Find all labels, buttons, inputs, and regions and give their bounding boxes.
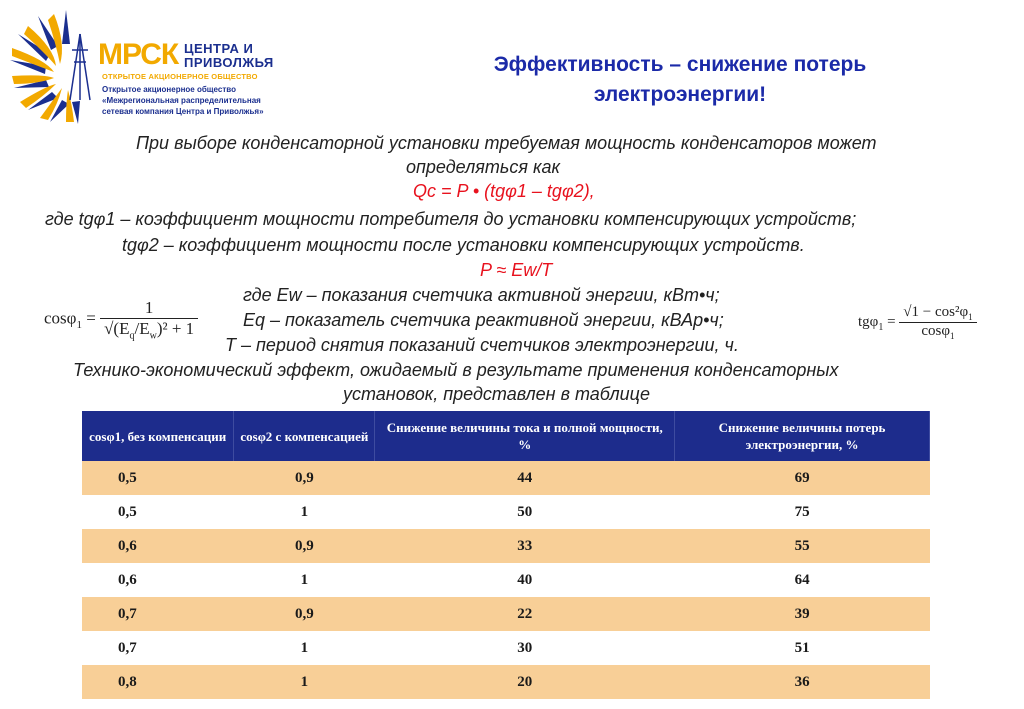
- logo-name: МРСК: [98, 38, 179, 71]
- cell-loss-reduction: 69: [675, 461, 930, 495]
- cell-cos-phi1: 0,6: [82, 529, 234, 563]
- cell-loss-reduction: 36: [675, 665, 930, 699]
- logo-description: Открытое акционерное общество «Межрегиональная распределительная сетевая компания Центра и Приволжья»: [102, 85, 264, 116]
- cell-current-reduction: 33: [375, 529, 675, 563]
- formula-qc: Qc = P • (tgφ1 – tgφ2),: [413, 181, 595, 201]
- cell-current-reduction: 20: [375, 665, 675, 699]
- compensation-effect-table: [82, 411, 930, 699]
- cell-cos-phi2: 0,9: [234, 597, 375, 631]
- cell-cos-phi2: 1: [234, 665, 375, 699]
- paragraph-3-line-1: где Ew – показания счетчика активной энергии, кВт•ч;: [243, 285, 720, 305]
- paragraph-1-line-1: При выборе конденсаторной установки требуемая мощность конденсаторов может: [136, 133, 877, 153]
- table-row: [82, 665, 930, 699]
- cell-loss-reduction: 51: [675, 631, 930, 665]
- cell-current-reduction: 40: [375, 563, 675, 597]
- paragraph-2-line-2: tgφ2 – коэффициент мощности после установки компенсирующих устройств.: [122, 235, 805, 255]
- sun-emblem-icon: [8, 4, 108, 126]
- cell-current-reduction: 30: [375, 631, 675, 665]
- paragraph-1-line-2: определяться как: [406, 157, 560, 177]
- logo-region: ЦЕНТРА И ПРИВОЛЖЬЯ: [184, 41, 274, 70]
- table-row: [82, 597, 930, 631]
- table-row: [82, 529, 930, 563]
- cell-cos-phi1: 0,8: [82, 665, 234, 699]
- cell-loss-reduction: 55: [675, 529, 930, 563]
- cell-cos-phi2: 0,9: [234, 529, 375, 563]
- cell-cos-phi1: 0,7: [82, 597, 234, 631]
- paragraph-4-line-2: установок, представлен в таблице: [343, 384, 650, 404]
- paragraph-2-line-1: где tgφ1 – коэффициент мощности потребителя до установки компенсирующих устройств;: [45, 209, 857, 229]
- tg-phi-formula: tgφ$_1$ = $\frac{√1 - \cos^2\varphi_1}{\cos\varphi_1}$: [858, 304, 977, 341]
- table-row: [82, 563, 930, 597]
- table-row: [82, 495, 930, 529]
- cell-cos-phi1: 0,6: [82, 563, 234, 597]
- cell-cos-phi1: 0,5: [82, 495, 234, 529]
- paragraph-4-line-1: Технико-экономический эффект, ожидаемый в результате применения конденсаторных: [73, 360, 839, 380]
- table-row: [82, 631, 930, 665]
- table-header-row: [82, 411, 930, 461]
- header-cos-phi1: cosφ1, без компенсации: [82, 411, 234, 461]
- paragraph-3-line-3: T – период снятия показаний счетчиков электроэнергии, ч.: [225, 335, 739, 355]
- cell-current-reduction: 50: [375, 495, 675, 529]
- table-row: [82, 461, 930, 495]
- company-logo: [8, 4, 274, 126]
- formula-p: P ≈ Ew/T: [480, 260, 553, 280]
- header-cos-phi2: cosφ2 с компенсацией: [234, 411, 375, 461]
- header-loss-reduction: Снижение величины потерь электроэнергии, %: [675, 411, 930, 461]
- logo-tagline: ОТКРЫТОЕ АКЦИОНЕРНОЕ ОБЩЕСТВО: [102, 72, 258, 81]
- header-current-reduction: Снижение величины тока и полной мощности, %: [375, 411, 675, 461]
- cell-loss-reduction: 75: [675, 495, 930, 529]
- cell-cos-phi2: 1: [234, 495, 375, 529]
- cell-cos-phi2: 1: [234, 563, 375, 597]
- paragraph-3-line-2: Eq – показатель счетчика реактивной энергии, кВАр•ч;: [243, 310, 724, 330]
- cell-cos-phi2: 1: [234, 631, 375, 665]
- cos-phi-formula: cosφ$_1$ = $\frac{1}{√(E_q/E_w)^2 + 1}$: [44, 298, 198, 341]
- cell-loss-reduction: 64: [675, 563, 930, 597]
- cell-cos-phi1: 0,7: [82, 631, 234, 665]
- cell-loss-reduction: 39: [675, 597, 930, 631]
- cell-current-reduction: 22: [375, 597, 675, 631]
- slide-title: Эффективность – снижение потерь электроэнергии!: [493, 53, 867, 106]
- cell-cos-phi1: 0,5: [82, 461, 234, 495]
- cell-cos-phi2: 0,9: [234, 461, 375, 495]
- cell-current-reduction: 44: [375, 461, 675, 495]
